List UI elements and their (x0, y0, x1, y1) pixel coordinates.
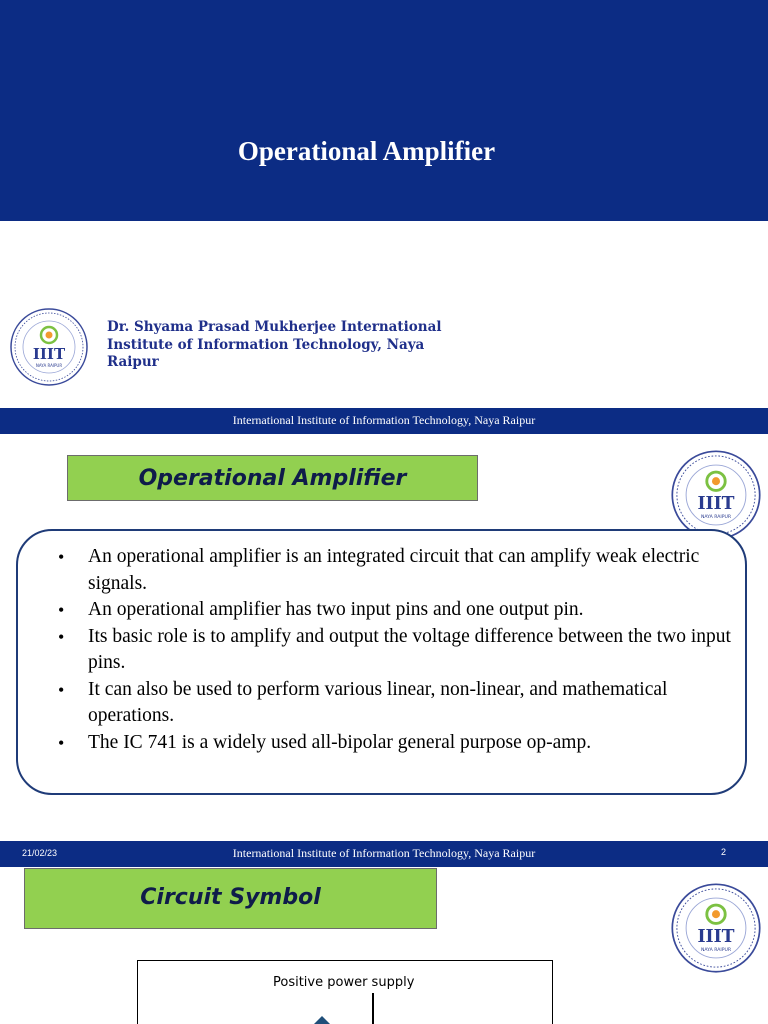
bullet-list (56, 544, 746, 756)
circuit-diagram-frame (137, 960, 553, 1024)
iiit-logo-1 (9, 307, 89, 387)
svg-text:NAYA RAIPUR: NAYA RAIPUR (700, 948, 732, 953)
section-heading (24, 868, 437, 929)
iiit-logo-3 (670, 882, 762, 974)
supply-wire (372, 993, 374, 1024)
footer-bar (0, 408, 768, 434)
footer-text: International Institute of Information Technology, Naya Raipur (232, 413, 536, 427)
institute-line: Institute of Information Technology, Naya (107, 336, 425, 353)
page-number: 2 (720, 847, 726, 857)
institute-name (107, 319, 447, 372)
footer-text: International Institute of Information Technology, Naya Raipur (232, 846, 536, 860)
iiit-logo-2 (670, 449, 762, 541)
bullet-item: • Its basic role is to amplify and output the voltage difference between the two input pins. (56, 624, 746, 677)
title-banner (0, 0, 768, 221)
institute-line: Raipur (107, 354, 159, 370)
slide-title: Operational Amplifier (237, 136, 496, 166)
bullet-item: • It can also be used to perform various linear, non-linear, and mathematical operations. (56, 677, 746, 730)
section-heading-text: Operational Amplifier (138, 466, 407, 491)
svg-text:IIIT: IIIT (697, 926, 735, 947)
iiit-seal-icon (9, 307, 89, 387)
svg-text:IIIT: IIIT (32, 345, 66, 363)
iiit-seal-icon (670, 449, 762, 541)
footer-bar (0, 841, 768, 867)
bullet-item: • An operational amplifier has two input pins and one output pin. (56, 597, 746, 624)
svg-text:NAYA RAIPUR: NAYA RAIPUR (35, 363, 63, 368)
iiit-seal-icon (670, 882, 762, 974)
svg-text:NAYA RAIPUR: NAYA RAIPUR (700, 515, 732, 520)
bullet-item: • An operational amplifier is an integrated circuit that can amplify weak electric signals. (56, 544, 746, 597)
footer-date: 21/02/23 (22, 848, 58, 858)
op-amp-triangle-icon (312, 1014, 332, 1024)
svg-text:IIIT: IIIT (697, 493, 735, 514)
section-heading (67, 455, 478, 501)
section-heading-text: Circuit Symbol (140, 885, 321, 910)
positive-supply-label: Positive power supply (273, 975, 415, 990)
bullet-item: • The IC 741 is a widely used all-bipolar general purpose op-amp. (56, 730, 746, 757)
institute-line: Dr. Shyama Prasad Mukherjee International (107, 319, 442, 335)
